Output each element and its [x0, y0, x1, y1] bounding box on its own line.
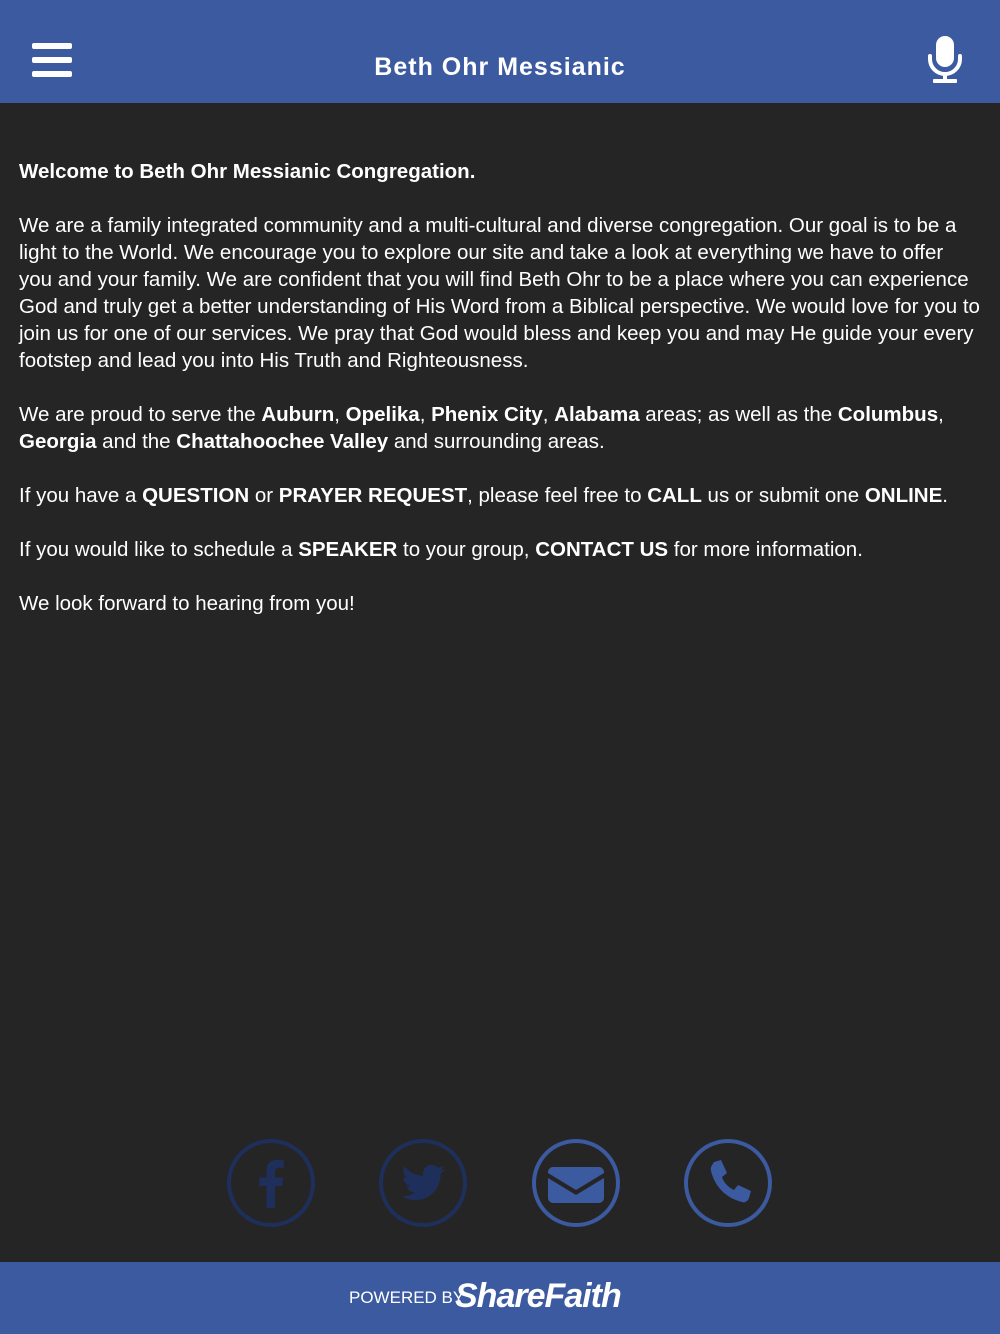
areas-paragraph: We are proud to serve the Auburn, Opelika, Phenix City, Alabama areas; as well as the Columbus, Georgia and the Chattahoochee Valley and surrounding areas. — [19, 403, 944, 453]
voice-search-button[interactable] — [925, 34, 967, 84]
phone-icon — [683, 1138, 773, 1228]
facebook-button[interactable] — [226, 1138, 316, 1228]
email-icon — [531, 1138, 621, 1228]
speaker-paragraph: If you would like to schedule a SPEAKER to your group, CONTACT US for more information. — [19, 538, 863, 561]
welcome-heading: Welcome to Beth Ohr Messianic Congregation. — [19, 160, 476, 183]
intro-paragraph: We are a family integrated community and a multi-cultural and diverse congregation. Our goal is to be a light to the World. We encourage you to explore our site and take a look at everything we have to offer you and your family. We are confident that you will find Beth Ohr to be a place where you can experience God and truly get a better understanding of His Word from a Biblical perspective. We would love for you to join us for one of our services. We pray that God would bless and keep you and may He guide your every footstep and lead you into His Truth and Righteousness. — [19, 214, 980, 372]
question-paragraph: If you have a QUESTION or PRAYER REQUEST, please feel free to CALL us or submit one ONLINE. — [19, 484, 948, 507]
powered-by-label: POWERED BY — [349, 1288, 465, 1307]
facebook-icon — [226, 1138, 316, 1228]
phone-button[interactable] — [683, 1138, 773, 1228]
microphone-icon — [925, 34, 967, 84]
twitter-icon — [378, 1138, 468, 1228]
hamburger-menu-icon — [32, 43, 72, 49]
page-title: Beth Ohr Messianic — [374, 53, 626, 81]
email-button[interactable] — [531, 1138, 621, 1228]
sharefaith-logo[interactable]: ShareFaith — [455, 1277, 621, 1315]
twitter-button[interactable] — [378, 1138, 468, 1228]
welcome-content — [19, 158, 981, 644]
app-header — [0, 0, 1000, 103]
closing-paragraph: We look forward to hearing from you! — [19, 592, 355, 615]
